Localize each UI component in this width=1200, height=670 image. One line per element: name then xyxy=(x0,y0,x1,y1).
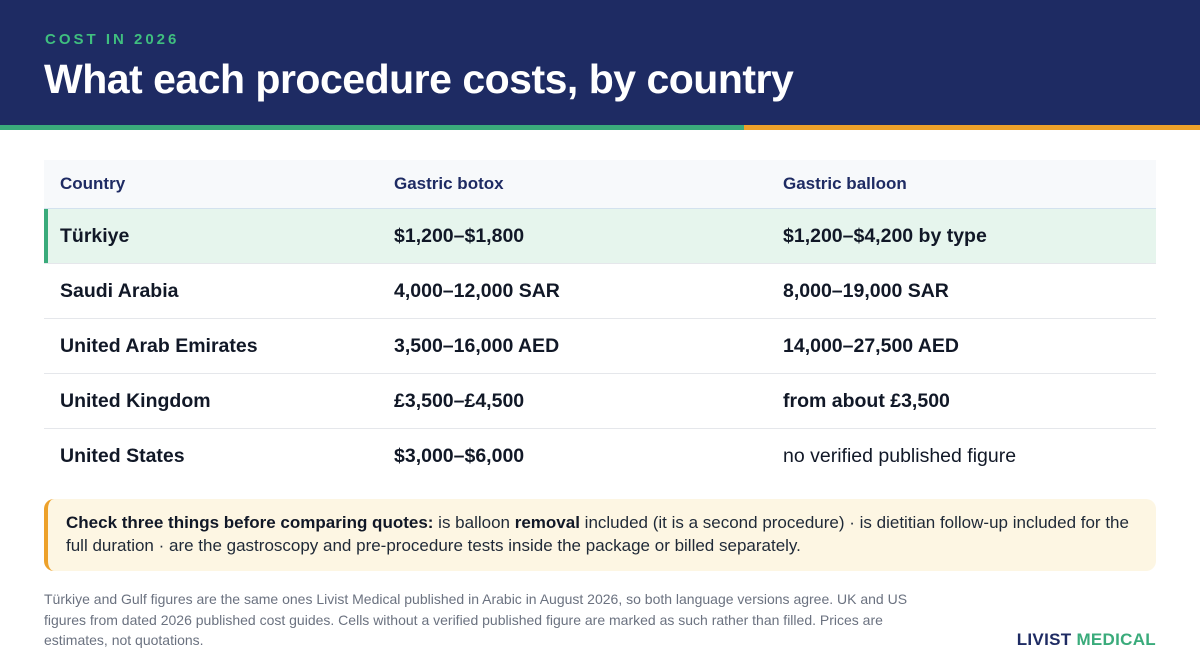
cell-gastric-balloon: 8,000–19,000 SAR xyxy=(783,279,949,302)
callout-text-part1: is balloon xyxy=(433,513,515,532)
cell-gastric-botox: £3,500–£4,500 xyxy=(394,389,525,412)
cell-gastric-balloon: $1,200–$4,200 by type xyxy=(783,224,987,247)
cell-country: United Arab Emirates xyxy=(60,334,258,357)
cell-country: Türkiye xyxy=(60,224,130,247)
page-title: What each procedure costs, by country xyxy=(44,56,794,102)
table-row-united-kingdom xyxy=(44,374,1156,429)
table-row-saudi-arabia xyxy=(44,264,1156,319)
comparison-checklist-callout xyxy=(44,499,1156,571)
page-header xyxy=(0,0,1200,125)
cell-gastric-balloon: from about £3,500 xyxy=(783,389,950,412)
table-row-turkiye xyxy=(44,209,1156,264)
accent-bar-orange xyxy=(744,125,1200,130)
section-eyebrow: COST IN 2026 xyxy=(45,31,180,48)
cell-gastric-botox: 3,500–16,000 AED xyxy=(394,334,560,357)
cell-country: Saudi Arabia xyxy=(60,279,179,302)
cell-gastric-botox: $1,200–$1,800 xyxy=(394,224,525,247)
table-row-united-states xyxy=(44,429,1156,484)
callout-text-part2: included (it is a second procedure) · is dietitian follow-up included for the full duration · are the gastroscopy and pre-procedure tests inside the package or billed separately. xyxy=(66,513,1129,555)
table-header xyxy=(44,160,1156,209)
callout-lead: Check three things before comparing quotes: xyxy=(66,513,434,532)
cell-gastric-balloon: 14,000–27,500 AED xyxy=(783,334,959,357)
source-footnote: Türkiye and Gulf figures are the same ones Livist Medical published in Arabic in August 2026, so both language versions agree. UK and US figures from dated 2026 published cost guides. Cells without a verified published figure are marked as such rather than filled. Prices are estimates, not quotations. xyxy=(44,591,908,648)
column-header-country: Country xyxy=(60,174,126,193)
cell-country: United States xyxy=(60,445,185,467)
column-header-gastric-botox: Gastric botox xyxy=(394,174,504,193)
brand-name-part1: LIVIST xyxy=(1016,630,1072,649)
brand-logo xyxy=(1017,630,1156,650)
cell-gastric-botox: $3,000–$6,000 xyxy=(394,445,525,467)
cell-gastric-botox: 4,000–12,000 SAR xyxy=(394,279,560,302)
brand-name-part2: MEDICAL xyxy=(1076,630,1156,649)
accent-bar-green xyxy=(0,125,744,130)
column-header-gastric-balloon: Gastric balloon xyxy=(783,174,907,193)
callout-emphasis: removal xyxy=(514,513,580,532)
cell-country: United Kingdom xyxy=(60,389,211,412)
table-row-uae xyxy=(44,319,1156,374)
cell-gastric-balloon: no verified published figure xyxy=(783,445,1017,467)
cost-table xyxy=(44,160,1156,484)
